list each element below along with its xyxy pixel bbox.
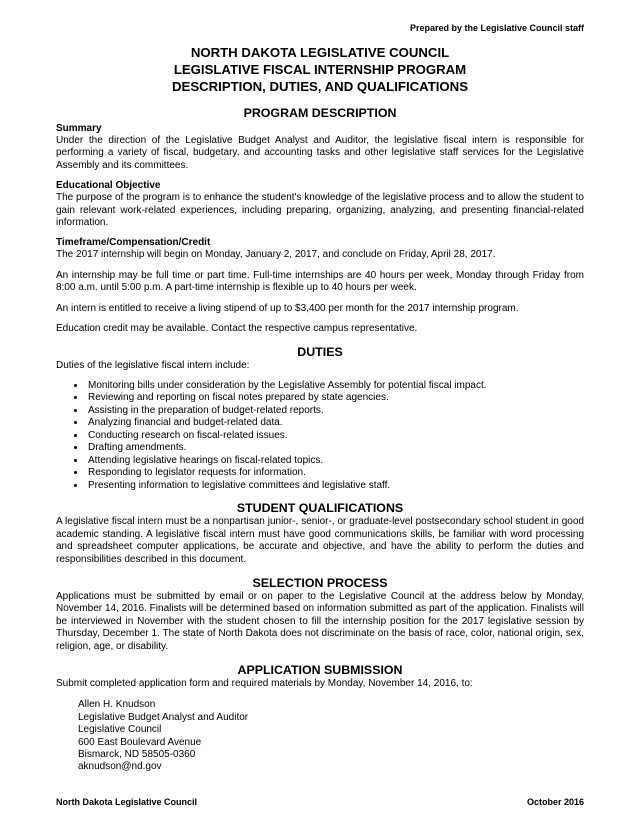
selection-heading: SELECTION PROCESS: [252, 576, 388, 590]
timeframe-heading: Timeframe/Compensation/Credit: [56, 237, 211, 249]
duties-heading: DUTIES: [297, 345, 343, 360]
list-item: • Reviewing and reporting on fiscal notes prepared by state agencies.: [86, 392, 584, 405]
timeframe-paragraph-2: An internship may be full time or part time. Full-time internships are 40 hours per week, Monday through Friday from 8:00 a.m. until 5:00 p.m. A part-time internship is flexible up to 40 hours per week.: [56, 269, 584, 294]
address-line: Legislative Council: [78, 724, 162, 736]
address-line: Legislative Budget Analyst and Auditor: [78, 711, 249, 723]
program-description-heading: PROGRAM DESCRIPTION: [243, 106, 397, 120]
title-line-1: NORTH DAKOTA LEGISLATIVE COUNCIL: [190, 45, 450, 60]
selection-text: Applications must be submitted by email or on paper to the Legislative Council at the address below by Monday, November 14, 2016. Finalists will be determined based on information submitted as part of the application. Finalists will be interviewed in November with the student chosen to fill the internship position for the 2017 legislative session by Thursday, December 1. The state of North Dakota does not discriminate on the basis of race, color, national origin, sex, religion, age, or disability.: [56, 591, 584, 652]
title-line-3: DESCRIPTION, DUTIES, AND QUALIFICATIONS: [172, 79, 468, 94]
footer-organization: North Dakota Legislative Council: [56, 797, 198, 807]
objective-heading: Educational Objective: [56, 180, 161, 192]
timeframe-paragraph-4: Education credit may be available. Contact the respective campus representative.: [56, 323, 418, 335]
document-title: [56, 44, 584, 95]
duties-list: [56, 380, 584, 493]
list-item: • Monitoring bills under consideration by the Legislative Assembly for potential fiscal impact.: [86, 380, 584, 393]
title-line-2: LEGISLATIVE FISCAL INTERNSHIP PROGRAM: [173, 62, 467, 77]
qualifications-heading: STUDENT QUALIFICATIONS: [236, 501, 404, 516]
summary-text: Under the direction of the Legislative Budget Analyst and Auditor, the legislative fiscal intern is responsible for performing a variety of fiscal, budgetary, and accounting tasks and other legislative staff services for the Legislative Assembly and its committees.: [56, 135, 584, 171]
list-item: • Analyzing financial and budget-related data.: [86, 417, 584, 430]
list-item: • Conducting research on fiscal-related issues.: [86, 430, 584, 443]
objective-text: The purpose of the program is to enhance the student's knowledge of the legislative process and to allow the student to gain relevant work-related experiences, including preparing, organizing, analyzing, and presenting financial-related information.: [56, 192, 584, 229]
list-item: • Attending legislative hearings on fiscal-related topics.: [86, 455, 584, 468]
mailing-address: [78, 699, 584, 773]
footer-date: October 2016: [526, 797, 584, 807]
timeframe-paragraph-3: An intern is entitled to receive a living stipend of up to $3,400 per month for the 2017 internship program.: [56, 302, 519, 314]
list-item: • Drafting amendments.: [86, 442, 584, 455]
list-item: • Presenting information to legislative committees and legislative staff.: [86, 480, 584, 493]
summary-heading: Summary: [56, 123, 102, 134]
address-line: Allen H. Knudson: [78, 699, 156, 711]
document-page: [56, 0, 584, 774]
address-line: Bismarck, ND 58505-0360: [78, 749, 196, 761]
address-line: 600 East Boulevard Avenue: [78, 736, 202, 748]
email-link[interactable]: aknudson@nd.gov: [78, 761, 162, 773]
duties-intro: Duties of the legislative fiscal intern include:: [56, 360, 250, 372]
list-item: • Assisting in the preparation of budget-related reports.: [86, 405, 584, 418]
submission-text: Submit completed application form and required materials by Monday, November 14, 2016, to:: [56, 678, 473, 690]
timeframe-paragraph-1: The 2017 internship will begin on Monday, January 2, 2017, and conclude on Friday, April 28, 2017.: [56, 249, 496, 261]
qualifications-text: A legislative fiscal intern must be a nonpartisan junior-, senior-, or graduate-level postsecondary school student in good academic standing. A legislative fiscal intern must have good communications skills, be familiar with word processing and spreadsheet computer applications, be accurate and objective, and have the ability to perform the duties and responsibilities described in this document.: [56, 516, 584, 565]
prepared-by-note: Prepared by the Legislative Council staff: [409, 23, 584, 33]
list-item: • Responding to legislator requests for information.: [86, 467, 584, 480]
submission-heading: APPLICATION SUBMISSION: [237, 663, 403, 678]
